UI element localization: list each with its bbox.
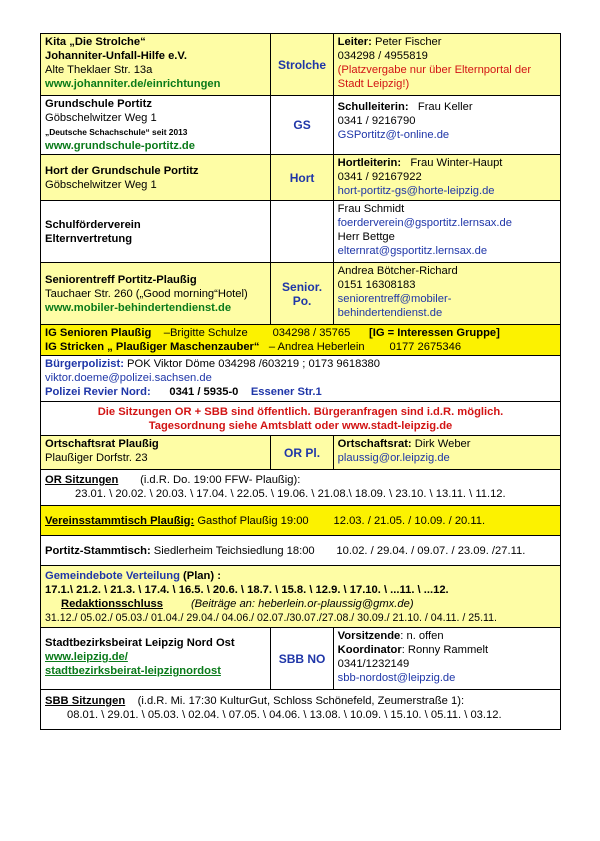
- ig-line1-person: –Brigitte Schulze: [163, 327, 248, 339]
- row-vereinsstammtisch: [41, 506, 561, 536]
- polizei-revier: Polizei Revier Nord:: [45, 386, 151, 398]
- polizei-name-phones: POK Viktor Döme 034298 /603219 ; 0173 9618380: [127, 358, 380, 370]
- ps-info: [41, 536, 561, 566]
- gb-redaktion-label: Redaktionsschluss: [61, 598, 163, 610]
- st-address: Tauchaer Str. 260 („Good morning“Hotel): [45, 287, 248, 300]
- or-contact-label: Ortschaftsrat:: [337, 438, 412, 450]
- row-portitz-stammtisch: [41, 536, 561, 566]
- ps-place: Siedlerheim Teichsiedlung 18:00: [153, 544, 315, 557]
- ps-label: Portitz-Stammtisch:: [45, 544, 151, 557]
- st-email1[interactable]: seniorentreff@mobiler-: [337, 293, 452, 305]
- fv-email1[interactable]: foerderverein@gsportitz.lernsax.de: [337, 217, 512, 229]
- fv-contact: [333, 201, 560, 263]
- gs-short: GS: [271, 96, 333, 155]
- or-name: Ortschaftsrat Plaußig: [45, 438, 159, 450]
- vs-label: Vereinsstammtisch Plaußig:: [45, 514, 195, 527]
- polizei-email[interactable]: viktor.doeme@polizei.sachsen.de: [45, 372, 212, 384]
- hort-address: Göbschelwitzer Weg 1: [45, 178, 157, 191]
- st-email2[interactable]: behindertendienst.de: [337, 307, 443, 319]
- or-address: Plaußiger Dorfstr. 23: [45, 452, 148, 464]
- gs-email[interactable]: GSPortitz@t-online.de: [337, 129, 450, 141]
- sbb-sitzungen-note: (i.d.R. Mi. 17:30 KulturGut, Schloss Schönefeld, Zeumerstraße 1):: [137, 695, 465, 707]
- row-ortschaftsrat: [41, 436, 561, 470]
- or-sitzungen-note: (i.d.R. Do. 19:00 FFW- Plaußig):: [140, 474, 301, 486]
- ps-dates: 10.02. / 29.04. / 09.07. / 23.09. /27.11.: [336, 544, 526, 557]
- directory-page: [40, 33, 561, 730]
- contact-directory-table: [40, 33, 561, 730]
- gb-info: [41, 566, 561, 628]
- row-grundschule: [41, 96, 561, 155]
- row-hort: [41, 155, 561, 201]
- vs-dates: 12.03. / 21.05. / 10.09. / 20.11.: [333, 514, 486, 527]
- polizei-revier-address: Essener Str.1: [250, 386, 322, 398]
- notice-line1: Die Sitzungen OR + SBB sind öffentlich. Bürgeranfragen sind i.d.R. möglich.: [97, 405, 504, 418]
- sbb-sitzungen-dates: 08.01. \ 29.01. \ 05.03. \ 02.04. \ 07.05. \ 04.06. \ 13.08. \ 10.09. \ 15.10. \ 05.11. \ 03.12.: [67, 709, 502, 721]
- gb-dates: 17.1.\ 21.2. \ 21.3. \ 17.4. \ 16.5. \ 20.6. \ 18.7. \ 15.8. \ 12.9. \ 17.10. \ ...11. \ ...12.: [45, 584, 449, 596]
- kita-address: Alte Theklaer Str. 13a: [45, 64, 153, 76]
- sbb-contact: [333, 628, 560, 690]
- gb-label: Gemeindebote Verteilung: [45, 570, 180, 582]
- or-sitzungen-dates: 23.01. \ 20.02. \ 20.03. \ 17.04. \ 22.05. \ 19.06. \ 21.08.\ 18.09. \ 23.10. \ 13.11. \ 11.12.: [75, 488, 506, 500]
- row-foerderverein: [41, 201, 561, 263]
- sbb-chair-value: : n. offen: [400, 630, 444, 642]
- sbb-url1[interactable]: www.leipzig.de/: [45, 651, 128, 663]
- fv-name1: Schulförderverein: [45, 218, 141, 231]
- fv-name2: Elternvertretung: [45, 232, 133, 245]
- gs-url[interactable]: www.grundschule-portitz.de: [45, 140, 195, 152]
- or-short: OR Pl.: [271, 436, 333, 470]
- row-kita: [41, 34, 561, 96]
- row-seniorentreff: [41, 263, 561, 325]
- gb-plan: (Plan) :: [183, 570, 221, 582]
- sbb-email[interactable]: sbb-nordost@leipzig.de: [337, 672, 456, 684]
- st-contact: [333, 263, 560, 325]
- gb-redaktion-dates: 31.12./ 05.02./ 05.03./ 01.04./ 29.04./ 04.06./ 02.07./30.07./27.08./ 30.09./ 21.10. / 04.11. / 25.11.: [45, 612, 497, 624]
- or-info: [41, 436, 271, 470]
- st-phone: 0151 16308183: [337, 279, 416, 291]
- or-contact: [333, 436, 560, 470]
- fv-contact1: Frau Schmidt: [337, 203, 405, 215]
- sbb-sitzungen-info: [41, 690, 561, 730]
- gs-address: Göbschelwitzer Weg 1: [45, 112, 157, 124]
- kita-phone: 034298 / 4955819: [337, 50, 428, 62]
- row-or-sitzungen: [41, 470, 561, 506]
- row-sbb-sitzungen: [41, 690, 561, 730]
- sbb-name: Stadtbezirksbeirat Leipzig Nord Ost: [45, 637, 235, 649]
- notice-info: [41, 402, 561, 436]
- fv-short-empty: [271, 201, 333, 263]
- gs-contact: [333, 96, 560, 155]
- ig-line1-phone: 034298 / 35765: [272, 327, 351, 339]
- kita-contact-label: Leiter:: [337, 36, 372, 48]
- kita-short: Strolche: [271, 34, 333, 96]
- notice-line2: Tagesordnung siehe Amtsblatt oder www.stadt-leipzig.de: [148, 419, 453, 432]
- ig-line1-note: [IG = Interessen Gruppe]: [369, 327, 500, 339]
- polizei-label: Bürgerpolizist:: [45, 358, 124, 370]
- hort-contact: [333, 155, 560, 201]
- st-info: [41, 263, 271, 325]
- fv-contact2: Herr Bettge: [337, 231, 395, 243]
- sbb-coord-value: : Ronny Rammelt: [401, 644, 489, 656]
- or-sitzungen-label: OR Sitzungen: [45, 474, 119, 486]
- gs-contact-label: Schulleiterin:: [337, 101, 409, 113]
- vs-info: [41, 506, 561, 536]
- hort-contact-label: Hortleiterin:: [337, 157, 402, 169]
- kita-org: Johanniter-Unfall-Hilfe e.V.: [45, 50, 187, 62]
- gb-redaktion-note: (Beiträge an: heberlein.or-plaussig@gmx.de): [190, 598, 414, 610]
- row-polizei: [41, 356, 561, 402]
- row-ig: [41, 325, 561, 356]
- fv-info: [41, 201, 271, 263]
- kita-contact-name: Peter Fischer: [374, 36, 442, 48]
- st-short: [271, 263, 333, 325]
- st-url[interactable]: www.mobiler-behindertendienst.de: [45, 301, 232, 314]
- or-sitzungen-info: [41, 470, 561, 506]
- kita-name: Kita „Die Strolche“: [45, 36, 146, 48]
- gs-award: „Deutsche Schachschule“ seit 2013: [45, 127, 188, 137]
- kita-contact: [333, 34, 560, 96]
- kita-url[interactable]: www.johanniter.de/einrichtungen: [45, 78, 221, 90]
- kita-note: (Platzvergabe nur über Elternportal der Stadt Leipzig!): [337, 64, 532, 90]
- hort-contact-name: Frau Winter-Haupt: [410, 157, 503, 169]
- sbb-url2[interactable]: stadtbezirksbeirat-leipzignordost: [45, 665, 221, 677]
- fv-email2[interactable]: elternrat@gsportitz.lernsax.de: [337, 245, 488, 257]
- hort-name: Hort der Grundschule Portitz: [45, 164, 199, 177]
- polizei-info: [41, 356, 561, 402]
- vs-place: Gasthof Plaußig 19:00: [197, 514, 309, 527]
- sbb-info: [41, 628, 271, 690]
- gs-contact-name: Frau Keller: [417, 101, 473, 113]
- sbb-coord-label: Koordinator: [337, 644, 402, 656]
- gs-name: Grundschule Portitz: [45, 98, 152, 110]
- gs-info: [41, 96, 271, 155]
- row-gemeindebote: [41, 566, 561, 628]
- ig-line2-person: – Andrea Heberlein: [268, 341, 365, 353]
- hort-short: Hort: [271, 155, 333, 201]
- sbb-chair-label: Vorsitzende: [337, 630, 401, 642]
- polizei-revier-phone: 0341 / 5935-0: [169, 386, 239, 398]
- row-notice: [41, 402, 561, 436]
- hort-phone: 0341 / 92167922: [337, 171, 422, 183]
- gs-phone: 0341 / 9216790: [337, 115, 416, 127]
- kita-info: [41, 34, 271, 96]
- or-contact-name: Dirk Weber: [414, 438, 471, 450]
- hort-info: [41, 155, 271, 201]
- ig-line2-phone: 0177 2675346: [389, 341, 462, 353]
- sbb-sitzungen-label: SBB Sitzungen: [45, 695, 126, 707]
- sbb-short: SBB NO: [271, 628, 333, 690]
- sbb-phone: 0341/1232149: [337, 658, 410, 670]
- or-email[interactable]: plaussig@or.leipzig.de: [337, 452, 450, 464]
- hort-email[interactable]: hort-portitz-gs@horte-leipzig.de: [337, 185, 495, 197]
- st-short2: Po.: [292, 293, 312, 308]
- row-sbb: [41, 628, 561, 690]
- ig-info: [41, 325, 561, 356]
- st-short1: Senior.: [282, 279, 323, 294]
- st-name: Seniorentreff Portitz-Plaußig: [45, 273, 197, 286]
- st-contact-name: Andrea Bötcher-Richard: [337, 265, 458, 277]
- ig-line2-name: IG Stricken „ Plaußiger Maschenzauber“: [45, 341, 260, 353]
- ig-line1-name: IG Senioren Plaußig: [45, 327, 152, 339]
